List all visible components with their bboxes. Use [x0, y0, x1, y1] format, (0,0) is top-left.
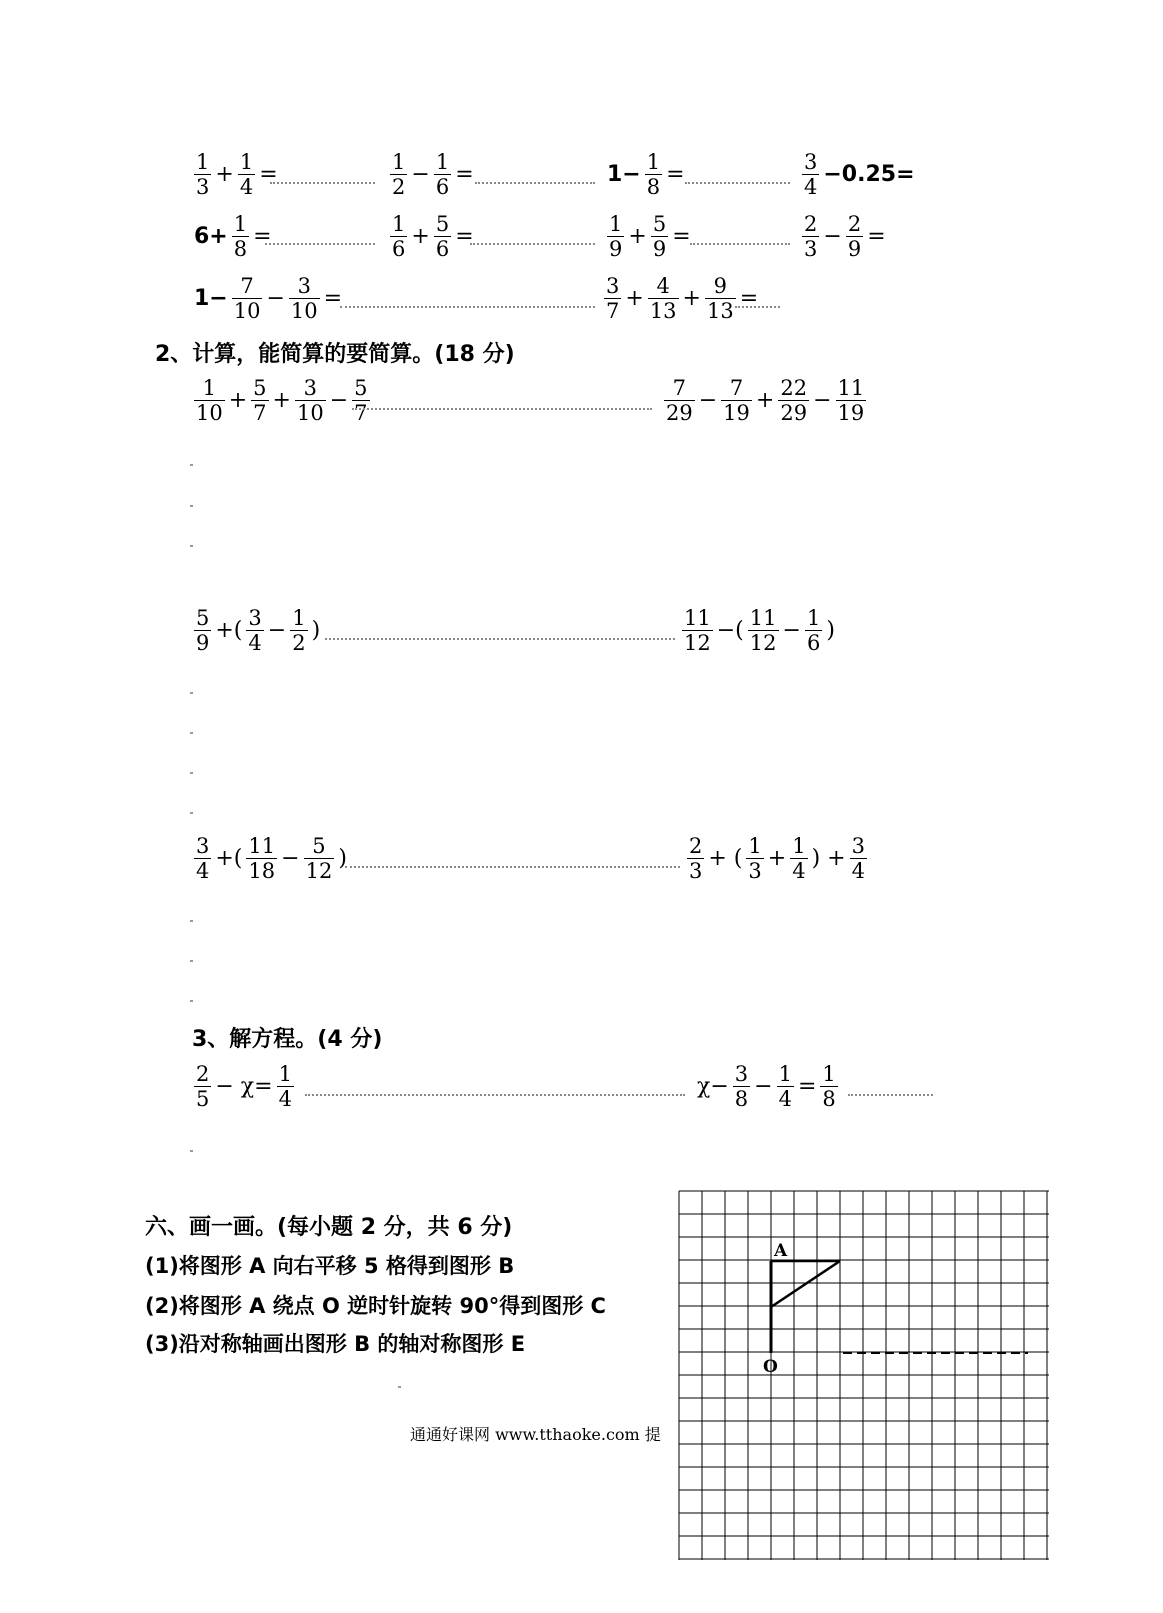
answer-line: [265, 243, 375, 245]
oral-calc-9: [192, 274, 344, 323]
denominator: 4: [778, 1087, 792, 1111]
numerator: 1: [748, 834, 762, 858]
calc-5: [192, 834, 349, 883]
operator: −: [813, 387, 832, 413]
operator: −: [281, 845, 300, 871]
denominator: 12: [684, 631, 711, 655]
answer-line: [735, 306, 780, 308]
fraction: [434, 150, 451, 199]
numerator: 1: [609, 212, 623, 236]
numerator: 3: [606, 274, 620, 298]
fraction: [836, 376, 867, 425]
operator: =: [867, 223, 886, 249]
denominator: 29: [780, 401, 808, 425]
denominator: 4: [851, 859, 865, 883]
fraction: [607, 212, 624, 261]
fraction: [705, 274, 736, 323]
fraction: [846, 212, 863, 261]
numerator: 7: [672, 376, 687, 400]
numerator: 5: [435, 212, 450, 236]
denominator: 8: [233, 237, 248, 261]
denominator: 13: [649, 299, 677, 323]
operator: χ−: [697, 1073, 729, 1099]
numerator: 11: [749, 606, 777, 630]
denominator: 10: [296, 401, 324, 425]
numerator: 1: [196, 150, 210, 174]
numerator: 11: [837, 376, 865, 400]
fraction: [232, 212, 249, 261]
numerator: 1: [806, 606, 821, 630]
operator: =: [259, 161, 278, 187]
numerator: 2: [689, 834, 703, 858]
denominator: 12: [749, 631, 777, 655]
denominator: 7: [253, 401, 267, 425]
denominator: 2: [292, 631, 306, 655]
oral-calc-5: [192, 212, 274, 261]
operator: +(: [215, 845, 243, 871]
operator: ) +: [811, 845, 846, 871]
numerator: 5: [253, 376, 267, 400]
denominator: 4: [248, 631, 262, 655]
numerator: 11: [248, 834, 276, 858]
operator: −: [329, 387, 349, 413]
fraction: [777, 1062, 794, 1111]
fraction: [850, 834, 867, 883]
margin-mark: [190, 505, 193, 507]
fraction: [778, 376, 809, 425]
numerator: 7: [729, 376, 744, 400]
fraction: [802, 150, 819, 199]
denominator: 8: [646, 175, 661, 199]
numerator: 1: [202, 376, 217, 400]
numerator: 1: [233, 212, 248, 236]
fraction: [651, 212, 668, 261]
numerator: 7: [240, 274, 254, 298]
denominator: 3: [689, 859, 703, 883]
operator: =: [672, 223, 691, 249]
answer-line: [345, 866, 680, 868]
fraction: [746, 834, 763, 883]
fraction: [194, 150, 211, 199]
fraction: [304, 834, 335, 883]
fraction: [352, 376, 369, 425]
oral-calc-6: [388, 212, 476, 261]
calc-3: [192, 606, 322, 655]
answer-line: [470, 243, 595, 245]
denominator: 10: [290, 299, 318, 323]
numerator: 3: [804, 150, 818, 174]
margin-mark: [190, 545, 193, 547]
fraction: [246, 834, 277, 883]
oral-calc-8: [800, 212, 888, 261]
oral-calc-7: [605, 212, 693, 261]
operator: −: [698, 387, 718, 413]
numerator: 2: [196, 1062, 210, 1086]
denominator: 19: [837, 401, 865, 425]
denominator: 6: [435, 237, 450, 261]
fraction: [802, 212, 819, 261]
denominator: 9: [196, 631, 210, 655]
margin-mark: [190, 1000, 193, 1002]
fraction: [805, 606, 822, 655]
numerator: 22: [780, 376, 808, 400]
denominator: 6: [806, 631, 821, 655]
denominator: 10: [233, 299, 261, 323]
section-2-title: 2、计算，能简算的要简算。(18 分): [155, 342, 515, 367]
numerator: 5: [652, 212, 667, 236]
numerator: 11: [684, 606, 711, 630]
operator: +: [228, 387, 248, 413]
numerator: 1: [278, 1062, 292, 1086]
operator: +: [682, 285, 701, 311]
denominator: 5: [196, 1087, 210, 1111]
operator: ): [338, 845, 347, 871]
operator: +: [625, 285, 644, 311]
operator: =: [455, 223, 474, 249]
margin-mark: [190, 692, 193, 694]
fraction: [820, 1062, 837, 1111]
numerator: 3: [196, 834, 210, 858]
numerator: 3: [851, 834, 865, 858]
operator: +: [411, 223, 430, 249]
answer-line: [848, 1094, 933, 1096]
numerator: 2: [804, 212, 818, 236]
fraction: [238, 150, 255, 199]
calc-6: [685, 834, 869, 883]
operator: −: [267, 617, 287, 643]
operator: − χ=: [215, 1073, 273, 1099]
denominator: 6: [392, 237, 406, 261]
denominator: 6: [435, 175, 450, 199]
operator: −: [754, 1073, 773, 1099]
oral-calc-10: [602, 274, 760, 323]
operator: −: [823, 223, 842, 249]
operator: =: [797, 1073, 817, 1099]
operator: −: [782, 617, 801, 643]
section-3-title: 3、解方程。(4 分): [192, 1027, 383, 1052]
denominator: 4: [804, 175, 818, 199]
operator: 1−: [607, 161, 641, 187]
fraction: [721, 376, 752, 425]
fraction: [748, 606, 779, 655]
margin-mark: [398, 1386, 401, 1388]
answer-line: [690, 243, 790, 245]
operator: + (: [708, 845, 743, 871]
fraction: [194, 1062, 211, 1111]
operator: +: [767, 845, 787, 871]
numerator: 1: [392, 212, 406, 236]
denominator: 19: [723, 401, 750, 425]
denominator: 29: [666, 401, 693, 425]
denominator: 4: [196, 859, 210, 883]
margin-mark: [190, 732, 193, 734]
operator: −: [266, 285, 285, 311]
denominator: 18: [248, 859, 276, 883]
operator: +: [755, 387, 775, 413]
operator: +: [272, 387, 291, 413]
denominator: 12: [305, 859, 333, 883]
numerator: 1: [792, 834, 806, 858]
numerator: 3: [297, 274, 311, 298]
numerator: 5: [354, 376, 368, 400]
operator: −(: [716, 617, 744, 643]
fraction: [604, 274, 621, 323]
drawing-grid: [678, 1190, 1050, 1560]
denominator: 9: [609, 237, 623, 261]
fraction: [645, 150, 662, 199]
answer-line: [352, 408, 652, 410]
label-o: O: [763, 1357, 778, 1377]
calc-2: [662, 376, 868, 425]
section-6-item-2: (2)将图形 A 绕点 O 逆时针旋转 90°得到图形 C: [145, 1294, 606, 1318]
numerator: 5: [196, 606, 210, 630]
margin-mark: [190, 1150, 193, 1152]
operator: 6+: [194, 223, 228, 249]
denominator: 4: [278, 1087, 292, 1111]
calc-1: [192, 376, 372, 425]
fraction: [194, 606, 211, 655]
footer-watermark: 通通好课网 www.tthaoke.com 提: [410, 1425, 661, 1444]
answer-line: [305, 1094, 685, 1096]
operator: +: [628, 223, 647, 249]
fraction: [664, 376, 695, 425]
denominator: 10: [196, 401, 223, 425]
numerator: 5: [312, 834, 326, 858]
operator: +(: [215, 617, 243, 643]
answer-line: [475, 182, 595, 184]
numerator: 1: [778, 1062, 792, 1086]
denominator: 9: [652, 237, 667, 261]
oral-calc-4: [800, 150, 917, 199]
fraction: [277, 1062, 294, 1111]
figure-a: [771, 1261, 840, 1353]
denominator: 3: [196, 175, 210, 199]
fraction: [194, 834, 211, 883]
denominator: 3: [748, 859, 762, 883]
operator: 1−: [194, 285, 228, 311]
section-6-item-3: (3)沿对称轴画出图形 B 的轴对称图形 E: [145, 1332, 526, 1356]
numerator: 1: [646, 150, 661, 174]
oral-calc-1: [192, 150, 280, 199]
operator: =: [323, 285, 343, 311]
numerator: 1: [239, 150, 254, 174]
calc-4: [680, 606, 837, 655]
denominator: 8: [734, 1087, 749, 1111]
operator: −0.25=: [823, 161, 915, 187]
equation-2: [695, 1062, 840, 1111]
denominator: 3: [804, 237, 818, 261]
numerator: 1: [292, 606, 306, 630]
fraction: [390, 150, 407, 199]
denominator: 2: [392, 175, 406, 199]
margin-mark: [190, 960, 193, 962]
operator: ): [826, 617, 835, 643]
fraction: [434, 212, 451, 261]
numerator: 4: [656, 274, 670, 298]
margin-mark: [190, 772, 193, 774]
denominator: 9: [847, 237, 862, 261]
numerator: 1: [435, 150, 450, 174]
fraction: [687, 834, 704, 883]
section-6-title: 六、画一画。(每小题 2 分，共 6 分): [145, 1215, 513, 1240]
numerator: 3: [734, 1062, 749, 1086]
equation-1: [192, 1062, 296, 1111]
fraction: [790, 834, 807, 883]
fraction: [295, 376, 326, 425]
numerator: 9: [713, 274, 728, 298]
denominator: 7: [606, 299, 620, 323]
numerator: 3: [248, 606, 262, 630]
operator: =: [253, 223, 272, 249]
oral-calc-2: [388, 150, 476, 199]
operator: +: [215, 161, 234, 187]
denominator: 7: [354, 401, 368, 425]
fraction: [390, 212, 407, 261]
fraction: [648, 274, 679, 323]
fraction: [289, 274, 320, 323]
operator: =: [739, 285, 759, 311]
operator: ): [311, 617, 321, 643]
operator: −: [411, 161, 430, 187]
numerator: 2: [847, 212, 862, 236]
answer-line: [685, 182, 790, 184]
denominator: 8: [822, 1087, 836, 1111]
grid-lines: [679, 1191, 1049, 1560]
denominator: 4: [792, 859, 806, 883]
operator: =: [455, 161, 474, 187]
fraction: [194, 376, 225, 425]
fraction: [733, 1062, 750, 1111]
fraction: [290, 606, 307, 655]
margin-mark: [190, 464, 193, 466]
numerator: 3: [303, 376, 318, 400]
section-6-item-1: (1)将图形 A 向右平移 5 格得到图形 B: [145, 1254, 515, 1278]
fraction: [246, 606, 263, 655]
label-a: A: [774, 1241, 788, 1261]
numerator: 1: [822, 1062, 836, 1086]
answer-line: [270, 182, 375, 184]
margin-mark: [190, 920, 193, 922]
margin-mark: [190, 812, 193, 814]
answer-line: [325, 638, 675, 640]
denominator: 13: [706, 299, 734, 323]
fraction: [251, 376, 268, 425]
fraction: [682, 606, 713, 655]
answer-line: [340, 306, 595, 308]
operator: =: [666, 161, 685, 187]
oral-calc-3: [605, 150, 687, 199]
denominator: 4: [239, 175, 254, 199]
numerator: 1: [392, 150, 406, 174]
fraction: [232, 274, 263, 323]
